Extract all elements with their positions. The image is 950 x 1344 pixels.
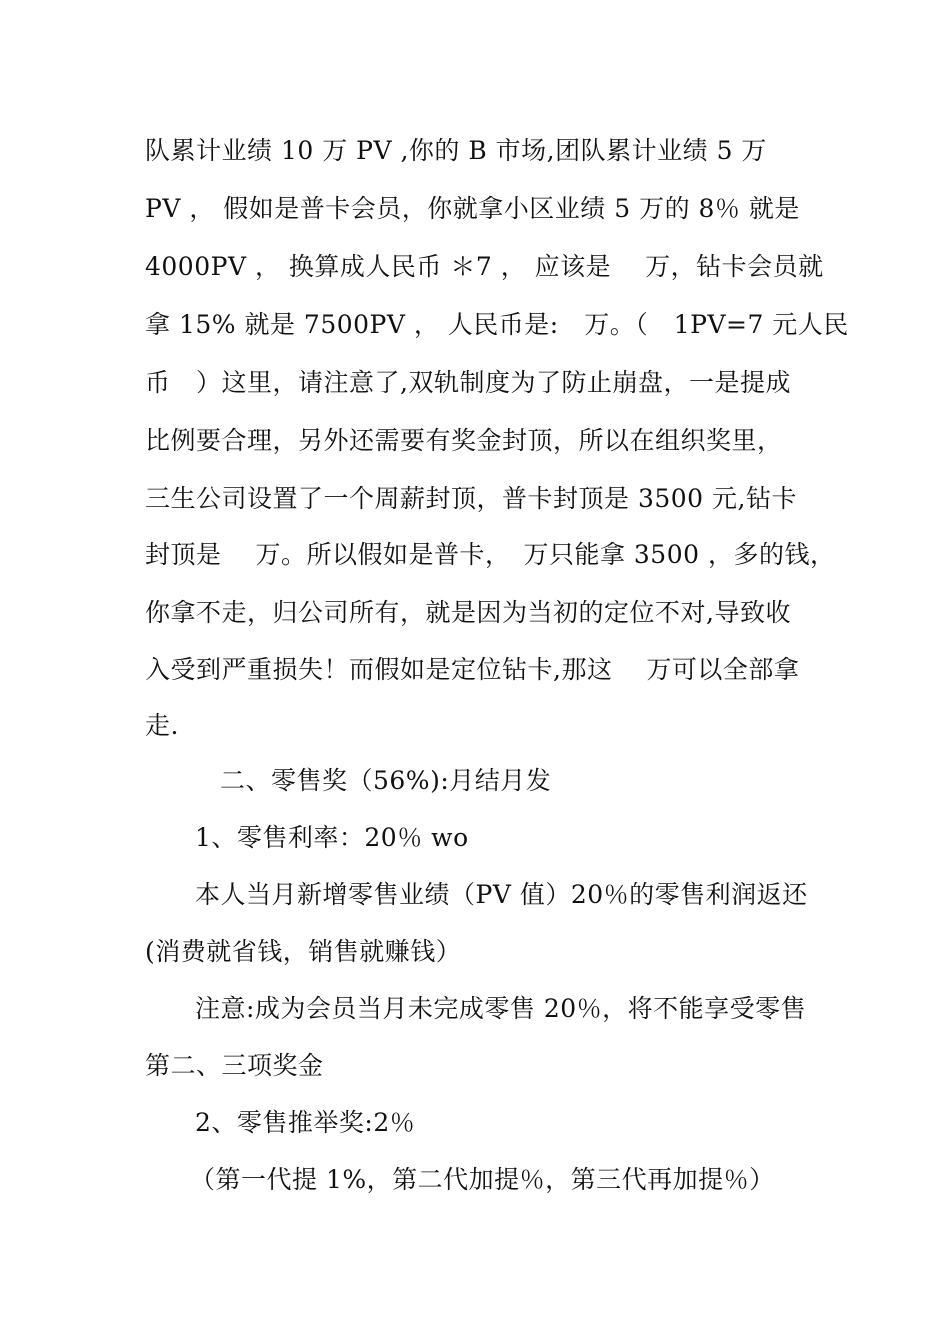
text-line: 入受到严重损失！而假如是定位钻卡,那这 万可以全部拿 <box>145 655 800 684</box>
text-line: 注意:成为会员当月未完成零售 20％，将不能享受零售 <box>195 994 807 1023</box>
text-line: 币 ）这里，请注意了,双轨制度为了防止崩盘，一是提成 <box>145 368 791 397</box>
text-line: 队累计业绩 10 万 PV ,你的 B 市场,团队累计业绩 5 万 <box>145 136 767 165</box>
text-line: （第一代提 1%，第二代加提％，第三代再加提％） <box>190 1165 775 1194</box>
text-line: 比例要合理，另外还需要有奖金封顶，所以在组织奖里， <box>145 426 783 455</box>
list-item: 2、零售推举奖:2％ <box>195 1108 416 1137</box>
text-line: 4000PV ， 换算成人民币 ＊7 ， 应该是 万，钻卡会员就 <box>145 252 824 281</box>
text-line: (消费就省钱，销售就赚钱） <box>145 937 462 966</box>
text-line: 三生公司设置了一个周薪封顶，普卡封顶是 3500 元,钻卡 <box>145 484 797 513</box>
list-item: 1、零售利率：20％ wo <box>195 823 469 852</box>
text-line: 封顶是 万。所以假如是普卡， 万只能拿 3500 ，多的钱， <box>145 540 836 569</box>
text-line: 本人当月新增零售业绩（PV 值）20％的零售利润返还 <box>195 880 808 909</box>
text-line: 走. <box>145 711 179 740</box>
section-heading: 二、零售奖（56%):月结月发 <box>220 766 552 795</box>
text-line: 拿 15% 就是 7500PV ， 人民币是: 万。（ 1PV=7 元人民 <box>145 310 849 339</box>
text-line: 你拿不走，归公司所有，就是因为当初的定位不对,导致收 <box>145 598 791 627</box>
text-line: 第二、三项奖金 <box>145 1051 324 1080</box>
text-line: PV ， 假如是普卡会员，你就拿小区业绩 5 万的 8％ 就是 <box>145 194 800 223</box>
